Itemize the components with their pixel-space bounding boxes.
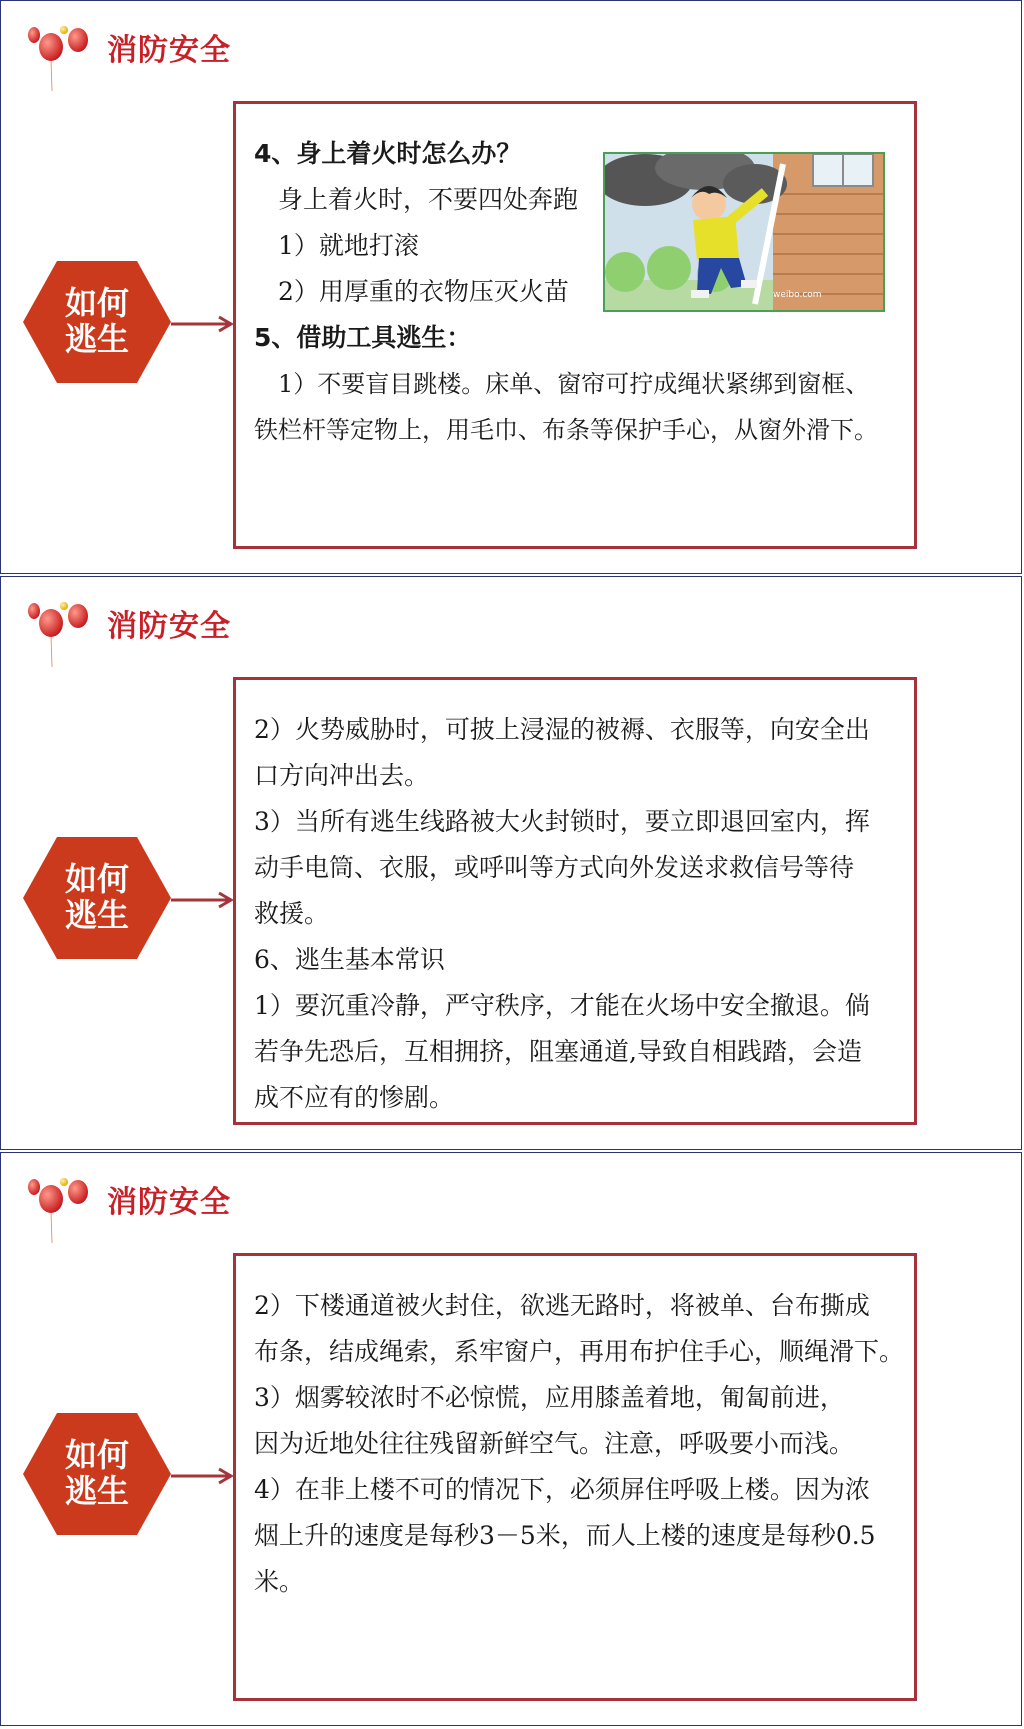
illustration-drawing: [605, 154, 883, 310]
watermark-text: weibo.com: [773, 290, 822, 300]
text-line: 米。: [254, 1567, 305, 1596]
arrow-right-icon: [171, 314, 237, 334]
text-line: 2）下楼通道被火封住，欲逃无路时，将被单、台布撕成: [254, 1291, 870, 1320]
slide-3: [0, 1152, 1022, 1726]
slide-1: [0, 0, 1022, 574]
text-line: 2）火势威胁时，可披上浸湿的被褥、衣服等，向安全出: [254, 715, 870, 744]
text-line: 因为近地处往往残留新鲜空气。注意，呼吸要小而浅。: [254, 1429, 855, 1458]
text-line: 3）烟雾较浓时不必惊慌，应用膝盖着地，匍匐前进，: [254, 1383, 845, 1412]
balloons-icon: [25, 593, 91, 669]
text-line: 5、借助工具逃生：: [254, 323, 472, 352]
text-line: 4、身上着火时怎么办？: [254, 139, 522, 168]
text-line: 4）在非上楼不可的情况下，必须屏住呼吸上楼。因为浓: [254, 1475, 870, 1504]
balloons-icon: [25, 1169, 91, 1245]
how-to-escape-badge: [21, 1411, 173, 1537]
text-line: 口方向冲出去。: [254, 761, 430, 790]
text-line: 动手电筒、衣服，或呼叫等方式向外发送求救信号等待: [254, 853, 855, 882]
how-to-escape-badge: [21, 835, 173, 961]
text-line: 身上着火时，不要四处奔跑: [278, 185, 579, 214]
text-line: 若争先恐后，互相拥挤，阻塞通道,导致自相践踏，会造: [254, 1037, 862, 1066]
content-box: [233, 1253, 917, 1701]
badge-line-1: 如何: [64, 284, 129, 322]
how-to-escape-badge: [21, 259, 173, 385]
balloons-icon: [25, 17, 91, 93]
text-line: 3）当所有逃生线路被大火封锁时，要立即退回室内，挥: [254, 807, 870, 836]
badge-line-2: 逃生: [64, 1472, 129, 1510]
badge-line-1: 如何: [64, 1436, 129, 1474]
arrow-right-icon: [171, 1466, 237, 1486]
text-line: 1）要沉重冷静，严守秩序，才能在火场中安全撤退。倘: [254, 991, 870, 1020]
arrow-right-icon: [171, 890, 237, 910]
badge-line-2: 逃生: [64, 320, 129, 358]
text-line: 铁栏杆等定物上，用毛巾、布条等保护手心，从窗外滑下。: [254, 416, 878, 444]
text-line: 1）就地打滚: [278, 231, 419, 260]
text-line: 成不应有的惨剧。: [254, 1083, 455, 1112]
header-title: 消防安全: [107, 609, 231, 644]
badge-line-2: 逃生: [64, 896, 129, 934]
boy-climbing-rope-image: [603, 152, 885, 312]
text-line: 烟上升的速度是每秒3－5米，而人上楼的速度是每秒0.5: [254, 1521, 876, 1550]
text-line: 1）不要盲目跳楼。床单、窗帘可拧成绳状紧绑到窗框、: [278, 370, 870, 398]
text-line: 布条，结成绳索，系牢窗户，再用布护住手心，顺绳滑下。: [254, 1337, 905, 1366]
slide-2: [0, 576, 1022, 1150]
header-title: 消防安全: [107, 33, 231, 68]
header-title: 消防安全: [107, 1185, 231, 1220]
text-line: 2）用厚重的衣物压灭火苗: [278, 277, 569, 306]
badge-line-1: 如何: [64, 860, 129, 898]
text-line: 6、逃生基本常识: [254, 945, 445, 974]
text-line: 救援。: [254, 899, 330, 928]
content-box: [233, 677, 917, 1125]
content-box: [233, 101, 917, 549]
